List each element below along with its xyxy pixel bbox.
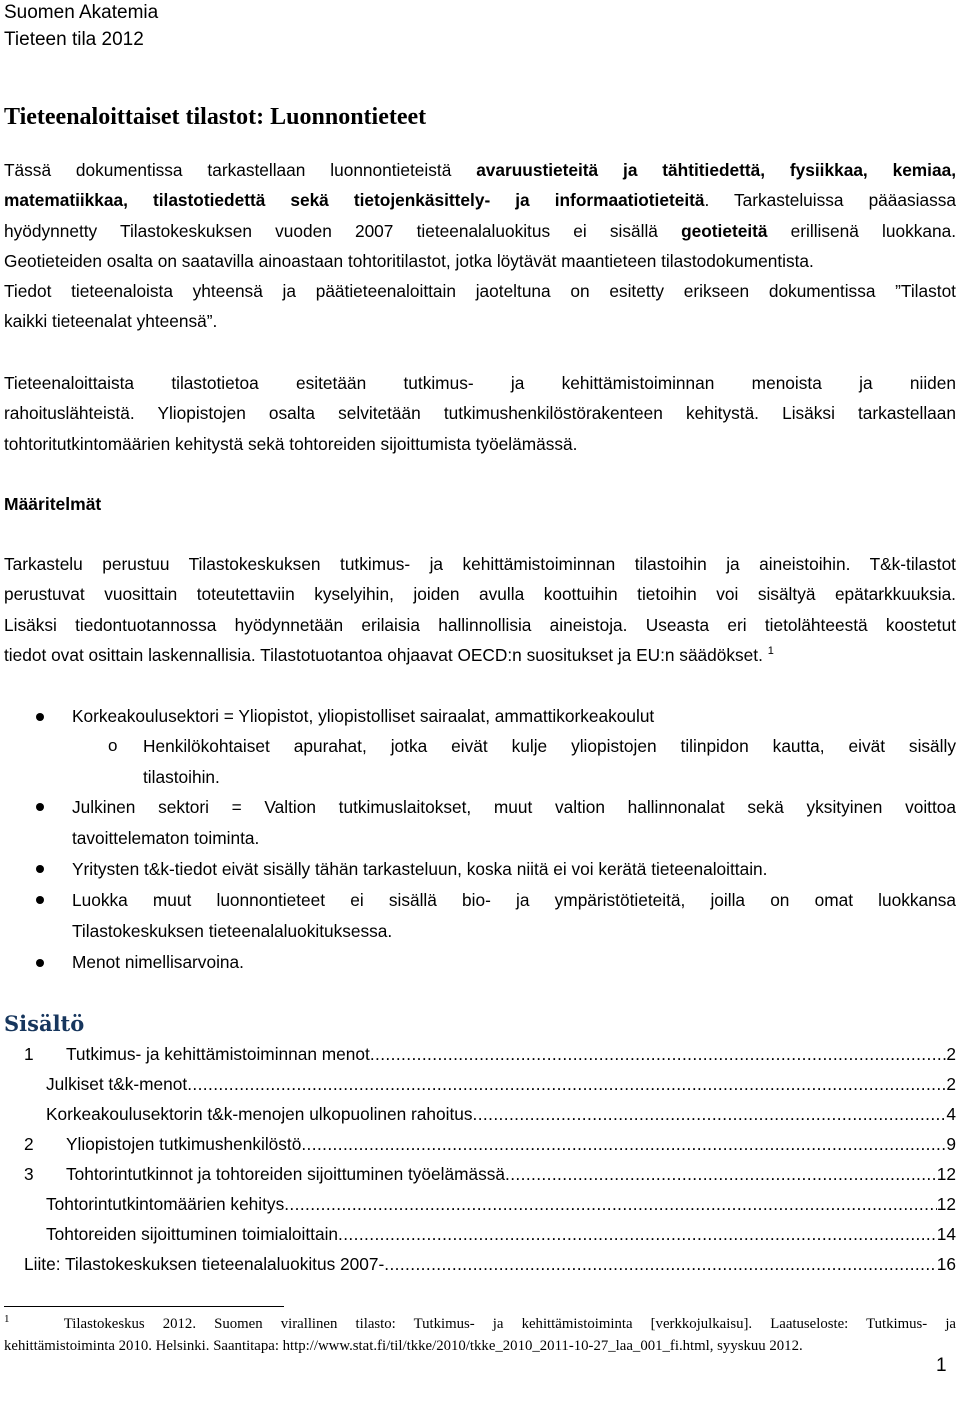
footnote-text: Tilastokeskus 2012. Suomen virallinen tilasto: Tutkimus- ja kehittämistoiminta [verkkojulkaisu]. Laatuseloste: Tutkimus- ja (63, 1316, 956, 1332)
intro-bold-fields-2: matematiikkaa, tilastotiedettä sekä tietojenkäsittely- ja informaatiotieteitä (4, 190, 705, 211)
toc-entry-label: Korkeakoulusektorin t&k-menojen ulkopuolinen rahoitus (46, 1104, 473, 1124)
toc-leader-dots (187, 1069, 946, 1099)
sub-bullet-marker: o (108, 736, 118, 755)
definitions-text: tiedot ovat osittain laskennallisia. Tilastotuotantoa ohjaavat OECD:n suositukset ja EU:n säädökset. (4, 644, 763, 665)
bullet-5: Menot nimellisarvoina. (72, 952, 244, 972)
bullet-2-line-2: tavoittelematon toiminta. (72, 827, 260, 848)
toc-entry-page: 2 (946, 1044, 956, 1064)
footnote-separator (4, 1306, 284, 1307)
toc-leader-dots (505, 1159, 937, 1189)
definitions-paragraph (4, 549, 956, 670)
toc-entry-label: Tohtoreiden sijoittuminen toimialoittain (46, 1224, 339, 1244)
toc-leader-dots (370, 1039, 947, 1069)
bullet-dot-icon (36, 713, 44, 721)
toc-entry-page: 9 (946, 1134, 956, 1154)
bullet-dot-icon (36, 896, 44, 904)
intro-paragraph (4, 155, 956, 337)
intro-text: Tässä dokumentissa tarkastellaan luonnontieteistä (4, 160, 477, 180)
toc-entry[interactable] (46, 1099, 956, 1129)
toc-entry-label: Tohtorintutkintomäärien kehitys (46, 1194, 285, 1214)
definitions-line-4 (4, 640, 956, 670)
bullet-2-line-1: Julkinen sektori = Valtion tutkimuslaitokset, muut valtion hallinnonalat sekä yksityinen voittoa (72, 797, 956, 817)
bullet-4-line-1: Luokka muut luonnontieteet ei sisällä bio- ja ympäristötieteitä, joilla on omat luokkansa (72, 890, 956, 910)
toc-entry-page: 14 (936, 1224, 956, 1244)
bullet-2 (72, 792, 956, 853)
toc-entry-page: 12 (936, 1164, 956, 1184)
toc-leader-dots (301, 1129, 946, 1159)
intro-line-3 (4, 216, 956, 246)
intro-bold-geosciences: geotieteitä (681, 220, 768, 241)
bullet-dot-icon (36, 865, 44, 873)
intro-line-4: Geotieteiden osalta on saatavilla ainoastaan tohtoritilastot, jotka löytävät maantieteen tilastodokumentista. (4, 250, 814, 271)
toc-entry[interactable] (46, 1189, 956, 1219)
toc-entry[interactable] (24, 1039, 956, 1069)
bullet-dot-icon (36, 803, 44, 811)
toc-entry-label: Liite: Tilastokeskuksen tieteenalaluokitus 2007- (24, 1254, 385, 1274)
scope-paragraph (4, 368, 956, 459)
intro-text: erillisenä luokkana. (767, 220, 956, 241)
sub-bullet-1 (143, 731, 956, 792)
bullet-3: Yritysten t&k-tiedot eivät sisälly tähän tarkasteluun, koska niitä ei voi kerätä tieteenaloittain. (72, 859, 768, 879)
bullet-4-line-2: Tilastokeskuksen tieteenalaluokituksessa. (72, 920, 393, 941)
definitions-line-3: Lisäksi tiedontuotannossa hyödynnetään erilaisia hallinnollisia aineistoja. Useasta eri tietolähteestä koostetut (4, 614, 956, 635)
toc-entry-label: Tohtorintutkinnot ja tohtoreiden sijoittuminen työelämässä (66, 1164, 506, 1184)
toc-entry[interactable] (46, 1219, 956, 1249)
toc-entry-label: Julkiset t&k-menot (46, 1074, 188, 1094)
scope-line-3: tohtoritutkintomäärien kehitystä sekä tohtoreiden sijoittumista työelämässä. (4, 433, 578, 454)
footnote-reference[interactable]: 1 (767, 645, 774, 658)
toc-leader-dots (284, 1189, 937, 1219)
footnote-line-2: kehittämistoiminta 2010. Helsinki. Saantitapa: http://www.stat.fi/til/tkke/2010/tkke_2010_2011-10-27_laa_001_fi.html, syyskuu 2012. (4, 1338, 803, 1354)
toc-entry-number: 3 (24, 1164, 34, 1184)
toc-entry[interactable] (24, 1129, 956, 1159)
toc-leader-dots (384, 1249, 937, 1279)
header-organization: Suomen Akatemia (4, 2, 159, 23)
sub-bullet-line-1: Henkilökohtaiset apurahat, jotka eivät kulje yliopistojen tilinpidon kautta, eivät sisälly (143, 736, 956, 756)
intro-text: hyödynnetty Tilastokeskuksen vuoden 2007 tieteenalaluokitus ei sisällä (4, 220, 682, 241)
toc-leader-dots (473, 1099, 947, 1129)
page-title: Tieteenaloittaiset tilastot: Luonnontieteet (4, 104, 427, 130)
toc-heading: Sisältö (4, 1011, 85, 1036)
toc-entry-number: 1 (24, 1044, 34, 1064)
toc-entry-page: 2 (946, 1074, 956, 1094)
bullet-4 (72, 885, 956, 946)
intro-line-2 (4, 185, 956, 215)
page-number: 1 (936, 1355, 947, 1376)
intro-bold-fields: avaruustieteitä ja tähtitiedettä, fysiikkaa, kemiaa, (476, 160, 956, 180)
intro-line-6: kaikki tieteenalat yhteensä”. (4, 311, 218, 332)
sub-bullet-line-2: tilastoihin. (143, 766, 220, 787)
toc-entry-page: 12 (936, 1194, 956, 1214)
footnote-line-1 (4, 1313, 956, 1335)
toc-entry-label: Yliopistojen tutkimushenkilöstö (66, 1134, 302, 1154)
toc-leader-dots (338, 1219, 937, 1249)
toc-entry-page: 4 (946, 1104, 956, 1124)
toc-entry[interactable] (24, 1249, 956, 1279)
bullet-1: Korkeakoulusektori = Yliopistot, yliopistolliset sairaalat, ammattikorkeakoulut (72, 706, 655, 726)
intro-text: . Tarkasteluissa pääasiassa (704, 190, 956, 211)
footnote (4, 1313, 956, 1357)
footnote-mark: 1 (4, 1313, 10, 1326)
bullet-dot-icon (36, 959, 44, 967)
toc-entry-page: 16 (936, 1254, 956, 1274)
scope-line-2: rahoituslähteistä. Yliopistojen osalta selvitetään tutkimushenkilöstörakenteen kehitystä. Lisäksi tarkastellaan (4, 403, 956, 424)
intro-line-5: Tiedot tieteenaloista yhteensä ja päätieteenaloittain jaoteltuna on esitetty erikseen dokumentissa ”Tilastot (4, 281, 956, 302)
definitions-line-1: Tarkastelu perustuu Tilastokeskuksen tutkimus- ja kehittämistoiminnan tilastoihin ja aineistoihin. T&k-tilastot (4, 554, 956, 574)
definitions-heading: Määritelmät (4, 494, 102, 514)
definitions-line-2: perustuvat vuosittain toteutettaviin kyselyihin, joiden avulla koottuihin tietoihin voi sisältyä epätarkkuuksia. (4, 584, 956, 605)
toc-entry[interactable] (24, 1159, 956, 1189)
toc-entry[interactable] (46, 1069, 956, 1099)
toc-entry-number: 2 (24, 1134, 34, 1154)
header-report-title: Tieteen tila 2012 (4, 29, 144, 50)
scope-line-1: Tieteenaloittaista tilastotietoa esitetään tutkimus- ja kehittämistoiminnan menoista ja niiden (4, 373, 956, 393)
intro-line-1 (4, 155, 956, 185)
toc-entry-label: Tutkimus- ja kehittämistoiminnan menot (66, 1044, 370, 1064)
